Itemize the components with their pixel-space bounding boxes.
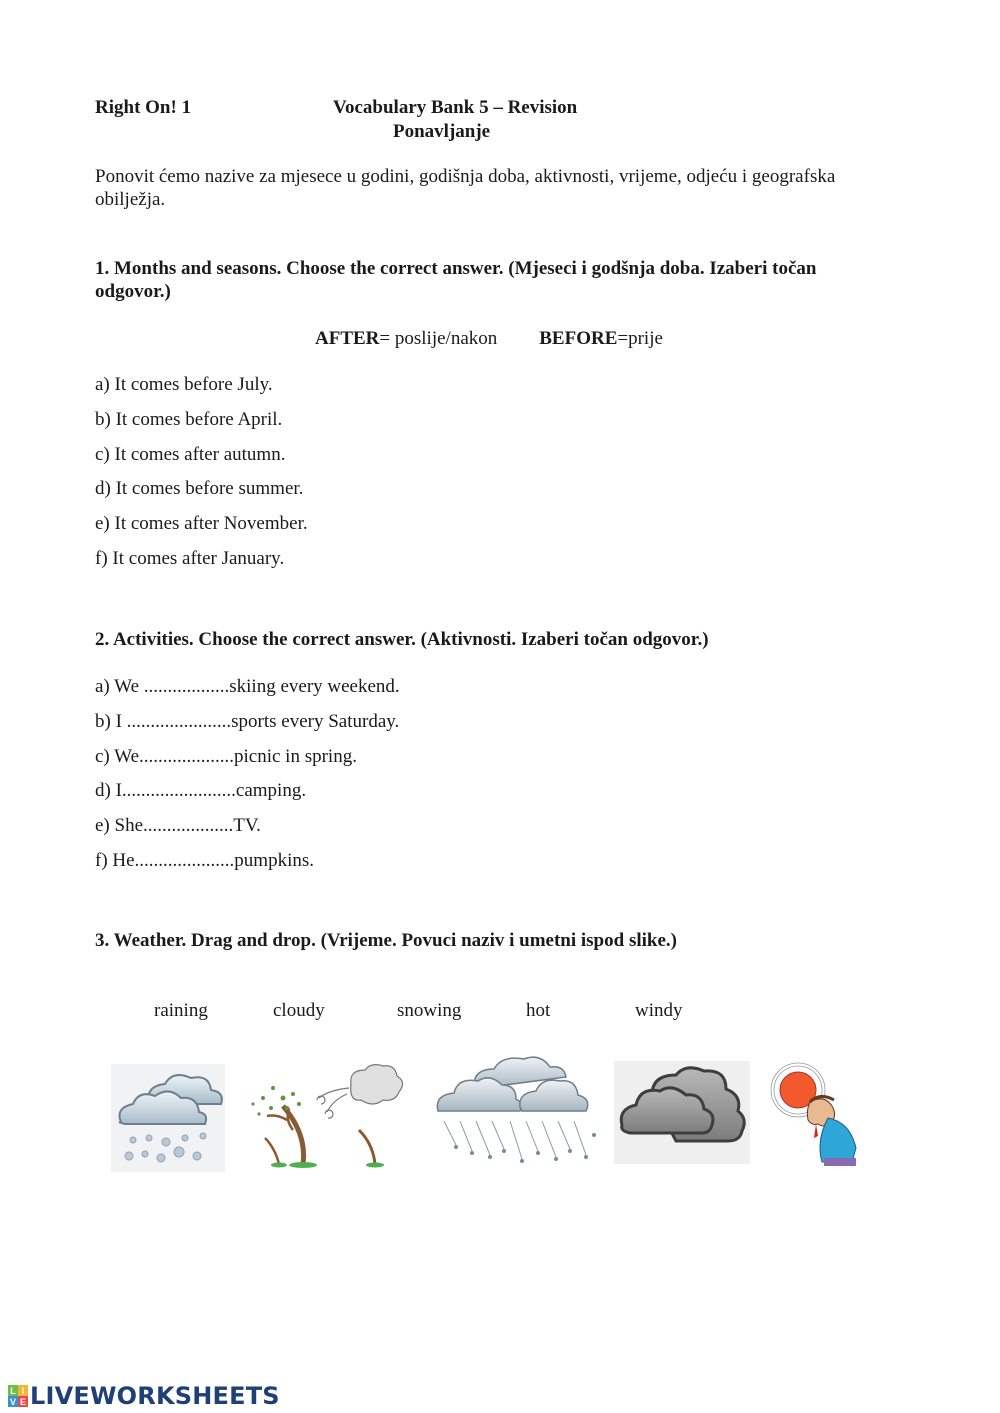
drag-word-raining[interactable]: raining (154, 1000, 208, 1021)
before-meaning: =prije (617, 328, 663, 349)
question-item: d) It comes before summer. (95, 478, 304, 500)
drag-word-hot[interactable]: hot (526, 1000, 551, 1021)
snowy-clouds-icon (111, 1064, 225, 1172)
after-word: AFTER (315, 328, 380, 349)
months-question-list (95, 373, 308, 582)
logo-letter: I (18, 1385, 28, 1396)
question-item: f) It comes after January. (95, 547, 285, 569)
question-item: e) It comes after November. (95, 513, 308, 535)
drag-word-cloudy[interactable]: cloudy (273, 1000, 325, 1021)
intro-text: Ponovit ćemo nazive za mjesece u godini, godišnja doba, aktivnosti, vrijeme, odjeću i geografska obilježja. (95, 166, 836, 210)
logo-text: LIVEWORKSHEETS (30, 1382, 280, 1410)
question-item: b) I ......................sports every Saturday. (95, 710, 400, 732)
page-title: Vocabulary Bank 5 – Revision (333, 97, 578, 118)
activities-question-list (95, 675, 400, 884)
section-1-title: 1. Months and seasons. Choose the correct answer. (Mjeseci i godšnja doba. Izaberi točan odgovor.) (95, 258, 817, 302)
section-2-title: 2. Activities. Choose the correct answer. (Aktivnosti. Izaberi točan odgovor.) (95, 629, 709, 650)
windy-trees-icon (243, 1064, 408, 1170)
grey-clouds-icon (614, 1061, 750, 1164)
before-word: BEFORE (539, 328, 618, 349)
question-item: a) It comes before July. (95, 374, 273, 395)
logo-letter: L (8, 1385, 18, 1396)
after-before-legend (315, 327, 663, 350)
page-subtitle: Ponavljanje (393, 121, 491, 142)
after-meaning: = poslije/nakon (379, 328, 498, 349)
question-item: d) I........................camping. (95, 780, 307, 802)
question-item: c) We....................picnic in spring. (95, 745, 357, 767)
question-item: a) We ..................skiing every weekend. (95, 676, 400, 697)
question-item: b) It comes before April. (95, 408, 283, 430)
book-title: Right On! 1 (95, 97, 192, 118)
question-item: f) He.....................pumpkins. (95, 849, 315, 871)
question-item: c) It comes after autumn. (95, 443, 286, 465)
liveworksheets-logo[interactable] (8, 1382, 280, 1410)
logo-letter: E (19, 1396, 26, 1407)
drag-word-snowing[interactable]: snowing (397, 1000, 462, 1021)
section-3-title: 3. Weather. Drag and drop. (Vrijeme. Povuci naziv i umetni ispod slike.) (95, 930, 677, 951)
live-logo-icon (8, 1385, 28, 1407)
rain-clouds-icon (434, 1055, 604, 1167)
question-item: e) She...................TV. (95, 815, 261, 837)
logo-letter: V (9, 1396, 16, 1407)
drag-word-windy[interactable]: windy (635, 1000, 683, 1021)
hot-sun-person-icon (770, 1062, 862, 1168)
